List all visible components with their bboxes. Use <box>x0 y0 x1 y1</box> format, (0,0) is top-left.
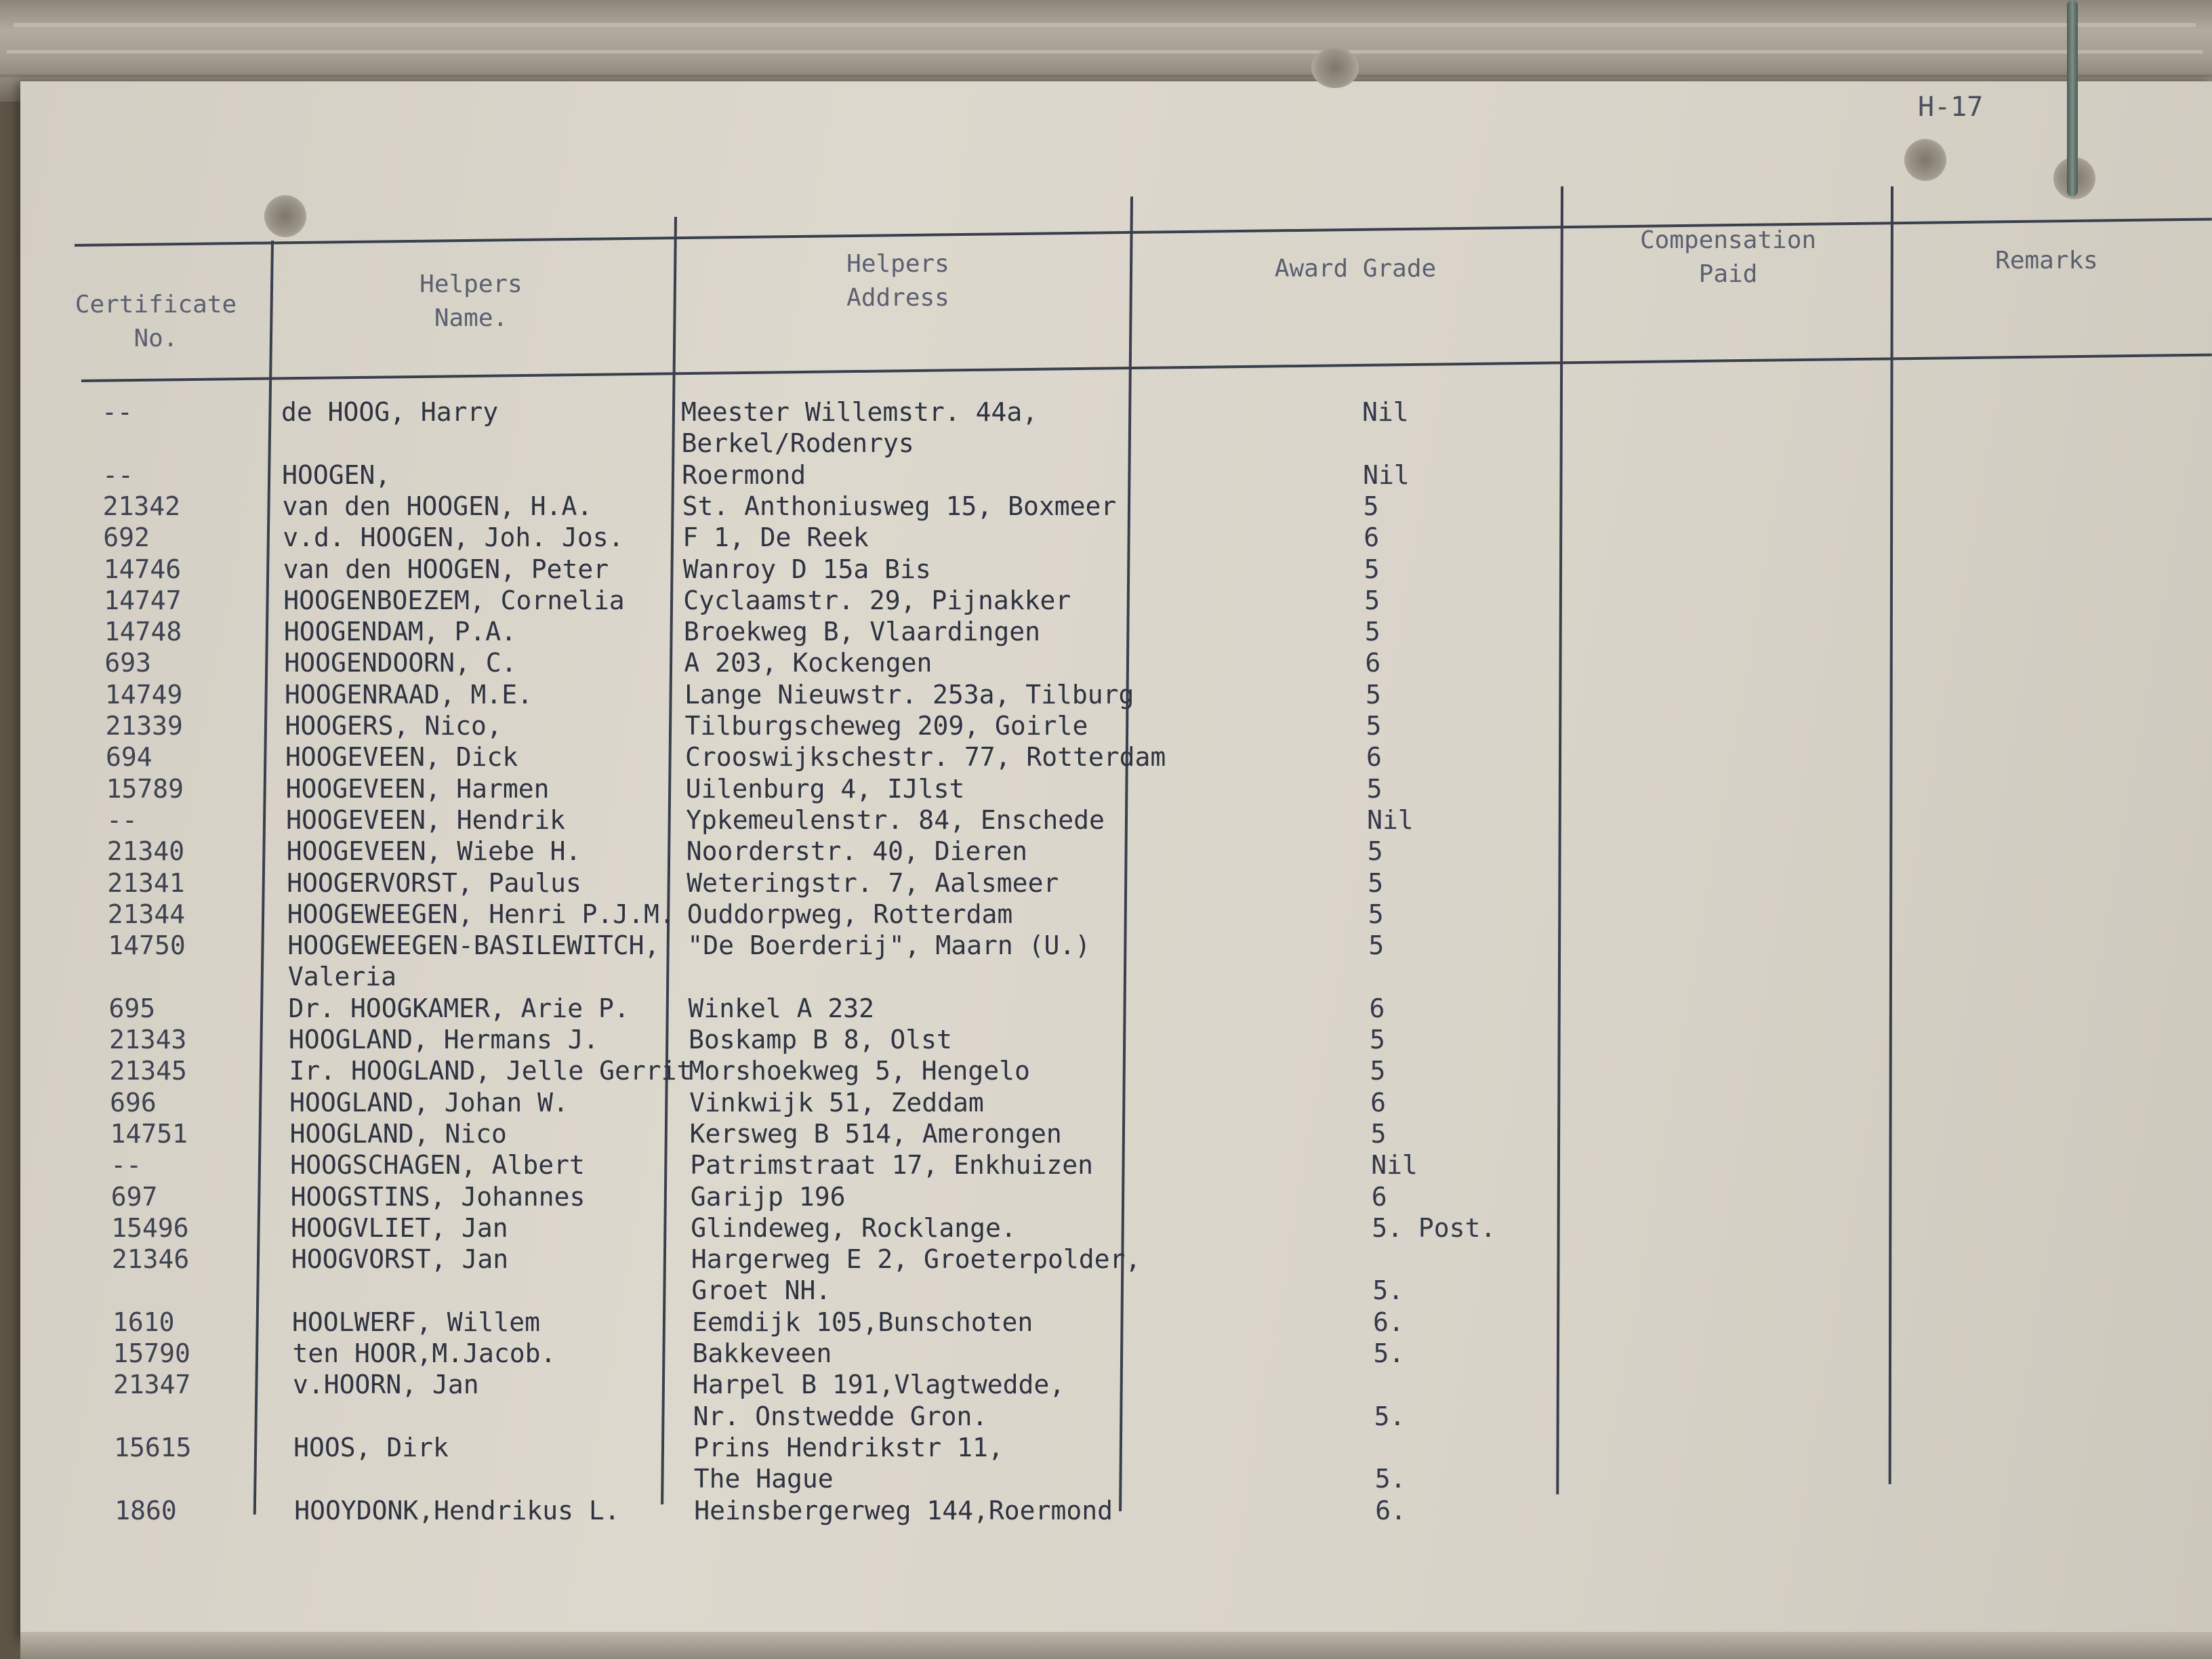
paper-edge-line <box>14 23 2196 27</box>
certificate-number: 692 <box>103 523 150 553</box>
helper-name: Dr. HOOGKAMER, Arie P. <box>288 993 630 1023</box>
helper-address: Uilenburg 4, IJlst <box>685 773 965 804</box>
helper-name: Ir. HOOGLAND, Jelle Gerrit <box>289 1056 693 1086</box>
helper-name: van den HOOGEN, H.A. <box>282 491 593 521</box>
award-grade: Nil <box>1371 1150 1418 1181</box>
certificate-number: 696 <box>110 1087 157 1118</box>
award-grade: 5. Post. <box>1372 1212 1496 1243</box>
award-grade: 5 <box>1366 773 1382 804</box>
binding-string <box>2067 0 2078 197</box>
award-grade: 6 <box>1366 742 1382 773</box>
helper-name: HOOGENRAAD, M.E. <box>284 679 533 710</box>
award-grade: 6. <box>1375 1495 1407 1525</box>
helper-name: HOOGENDAM, P.A. <box>283 617 517 647</box>
helper-name: HOOGEWEEGEN-BASILEWITCH, <box>287 930 660 961</box>
helper-name: HOOGSCHAGEN, Albert <box>290 1150 585 1181</box>
helper-name: HOOGERS, Nico, <box>285 711 502 741</box>
helper-address: Meester Willemstr. 44a, <box>681 397 1038 427</box>
certificate-number: 21343 <box>109 1025 187 1054</box>
award-grade: 5. <box>1374 1401 1406 1431</box>
helper-name: v.d. HOOGEN, Joh. Jos. <box>283 523 624 553</box>
award-grade: Nil <box>1363 459 1410 490</box>
award-grade: Nil <box>1367 804 1414 835</box>
award-grade: 6 <box>1364 523 1380 553</box>
award-grade: 5 <box>1368 930 1385 961</box>
helper-address: Groet NH. <box>691 1275 832 1306</box>
award-grade: Nil <box>1362 397 1409 427</box>
award-grade: 5. <box>1372 1275 1404 1306</box>
award-grade: 6 <box>1371 1181 1387 1212</box>
award-grade: 5 <box>1370 1056 1386 1086</box>
certificate-number: 693 <box>104 648 152 678</box>
certificate-number: 14749 <box>104 679 183 710</box>
helper-address: Glindeweg, Rocklange. <box>691 1212 1017 1243</box>
certificate-number: -- <box>110 1150 142 1181</box>
certificate-number: -- <box>102 459 134 490</box>
certificate-number: 21342 <box>102 491 181 521</box>
certificate-number: 694 <box>106 742 152 773</box>
punch-hole-icon <box>264 195 306 237</box>
award-grade: 5. <box>1373 1338 1405 1368</box>
helper-name: HOOGEVEEN, Hendrik <box>286 804 565 835</box>
certificate-number: 1860 <box>115 1495 177 1525</box>
certificate-number: 14746 <box>103 554 182 584</box>
certificate-number: 695 <box>108 993 156 1023</box>
helper-address: "De Boerderij", Maarn (U.) <box>687 930 1091 961</box>
helper-address: Patrimstraat 17, Enkhuizen <box>690 1150 1094 1181</box>
helper-address: St. Anthoniusweg 15, Boxmeer <box>682 491 1117 521</box>
header-remarks: Remarks <box>1995 247 2098 274</box>
helper-address: Wanroy D 15a Bis <box>682 554 931 584</box>
helper-address: Ouddorpweg, Rotterdam <box>687 899 1013 929</box>
helper-name: HOOGERVORST, Paulus <box>287 867 581 898</box>
helper-address: Crooswijkschestr. 77, Rotterdam <box>685 742 1166 773</box>
certificate-number: 21341 <box>107 867 185 898</box>
helper-address: Morshoekweg 5, Hengelo <box>689 1056 1030 1086</box>
header-name: Helpers Name. <box>419 270 523 332</box>
helper-address: Garijp 196 <box>690 1181 846 1212</box>
helper-name: ten HOOR,M.Jacob. <box>292 1338 556 1368</box>
helper-address: Cyclaamstr. 29, Pijnakker <box>683 585 1071 615</box>
certificate-number: 14748 <box>104 617 182 647</box>
helper-address: Heinsbergerweg 144,Roermond <box>694 1495 1113 1525</box>
helper-name: HOOGEWEEGEN, Henri P.J.M. <box>287 899 675 929</box>
helper-name: HOOGEN, <box>282 459 391 490</box>
helper-name: HOOGVLIET, Jan <box>291 1212 508 1243</box>
helper-name: HOOLWERF, Willem <box>291 1307 540 1337</box>
helper-address: Hargerweg E 2, Groeterpolder, <box>691 1244 1141 1275</box>
helper-name: HOOGEVEEN, Harmen <box>285 773 550 804</box>
helper-address: Kersweg B 514, Amerongen <box>689 1118 1062 1149</box>
helper-address: A 203, Kockengen <box>684 648 933 678</box>
helper-address: Weteringstr. 7, Aalsmeer <box>687 867 1059 898</box>
award-grade: 5 <box>1364 585 1380 615</box>
award-grade: 6 <box>1365 648 1381 678</box>
helper-name: HOOGLAND, Nico <box>289 1118 507 1149</box>
punch-hole-icon <box>1311 47 1359 88</box>
certificate-number: -- <box>106 804 138 835</box>
helper-address: The Hague <box>693 1464 834 1494</box>
helper-name: HOOGENBOEZEM, Cornelia <box>283 585 625 615</box>
helper-address: Broekweg B, Vlaardingen <box>683 617 1041 647</box>
helper-name: HOOGVORST, Jan <box>291 1244 509 1275</box>
helper-name: HOOS, Dirk <box>293 1432 449 1462</box>
helper-name: HOOGLAND, Johan W. <box>289 1087 569 1118</box>
helper-address: Bakkeveen <box>692 1338 832 1368</box>
paper-edge-line <box>7 50 2203 54</box>
certificate-number: 14750 <box>108 930 186 961</box>
certificate-number: 21340 <box>106 836 185 867</box>
punch-hole-icon <box>1904 139 1946 181</box>
certificate-number: 21345 <box>109 1056 187 1086</box>
helper-address: Winkel A 232 <box>688 993 874 1023</box>
helper-address: Lange Nieuwstr. 253a, Tilburg <box>684 679 1134 710</box>
award-grade: 5 <box>1368 899 1384 929</box>
helper-name: HOOGSTINS, Johannes <box>290 1181 586 1212</box>
award-grade: 5 <box>1363 491 1379 521</box>
certificate-number: -- <box>102 397 133 427</box>
header-certificate: Certificate No. <box>75 291 237 352</box>
certificate-number: 1610 <box>112 1307 175 1337</box>
award-grade: 5 <box>1366 711 1382 741</box>
helper-name: HOOGENDOORN, C. <box>284 648 517 678</box>
helper-name: van den HOOGEN, Peter <box>283 554 609 584</box>
helper-name: HOOGEVEEN, Dick <box>285 742 518 773</box>
certificate-number: 697 <box>110 1181 158 1212</box>
helper-address: Berkel/Rodenrys <box>681 428 914 459</box>
award-grade: 5. <box>1374 1464 1406 1494</box>
certificate-number: 21347 <box>113 1370 191 1400</box>
certificate-number: 21344 <box>107 899 186 929</box>
helper-address: Roermond <box>682 459 806 490</box>
certificate-number: 15790 <box>112 1338 190 1368</box>
award-grade: 5 <box>1364 617 1380 647</box>
helper-name: v.HOORN, Jan <box>293 1370 479 1400</box>
helper-address: Tilburgscheweg 209, Goirle <box>684 711 1088 741</box>
certificate-number: 21346 <box>111 1244 190 1275</box>
award-grade: 5 <box>1364 554 1380 584</box>
helper-address: Ypkemeulenstr. 84, Enschede <box>686 804 1105 835</box>
helper-name: HOOGEVEEN, Wiebe H. <box>286 836 581 867</box>
page-number: H-17 <box>1918 91 1984 123</box>
helper-address: Nr. Onstwedde Gron. <box>693 1401 988 1431</box>
helper-address: Eemdijk 105,Bunschoten <box>691 1307 1033 1337</box>
certificate-number: 15789 <box>106 773 184 804</box>
award-grade: 6. <box>1372 1307 1404 1337</box>
certificate-number: 14751 <box>110 1118 188 1149</box>
award-grade: 5 <box>1367 836 1383 867</box>
award-grade: 5 <box>1370 1025 1385 1054</box>
helper-address: Boskamp B 8, Olst <box>689 1025 952 1054</box>
certificate-number: 21339 <box>105 711 183 741</box>
certificate-number: 15496 <box>111 1212 189 1243</box>
award-grade: 6 <box>1369 993 1385 1023</box>
header-award-grade: Award Grade <box>1274 255 1437 283</box>
helper-address: F 1, De Reek <box>682 523 869 553</box>
award-grade: 5 <box>1365 679 1381 710</box>
award-grade: 5 <box>1368 867 1384 898</box>
helper-name: HOOYDONK,Hendrikus L. <box>294 1495 620 1525</box>
award-grade: 6 <box>1370 1087 1386 1118</box>
helper-address: Vinkwijk 51, Zeddam <box>689 1087 984 1118</box>
helper-address: Prins Hendrikstr 11, <box>693 1432 1004 1462</box>
helper-name: HOOGLAND, Hermans J. <box>289 1025 599 1054</box>
helper-name: de HOOG, Harry <box>281 397 499 427</box>
certificate-number: 14747 <box>104 585 182 615</box>
header-compensation: Compensation Paid <box>1639 226 1817 288</box>
certificate-number: 15615 <box>114 1432 192 1462</box>
award-grade: 5 <box>1370 1118 1387 1149</box>
page-stack-bottom <box>20 1632 2212 1659</box>
helper-address: Harpel B 191,Vlagtwedde, <box>693 1370 1065 1400</box>
header-address: Helpers Address <box>846 250 949 312</box>
paper-edge-line <box>0 75 2212 77</box>
helper-address: Noorderstr. 40, Dieren <box>686 836 1028 867</box>
helper-name: Valeria <box>287 962 397 992</box>
